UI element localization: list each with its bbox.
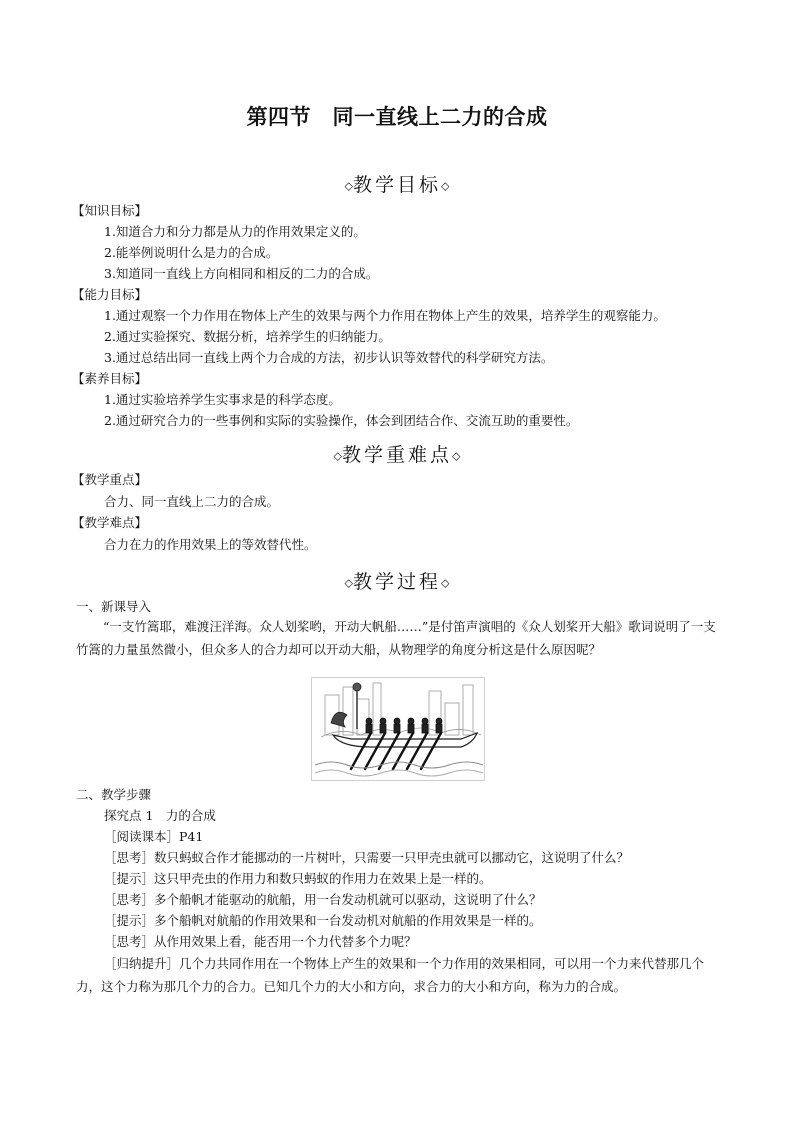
knowledge-goal-item: 1.知道合力和分力都是从力的作用效果定义的。 [104,224,366,239]
step-line: ［提示］多个船帆对航船的作用效果和一台发动机对航船的作用效果是一样的。 [104,913,542,928]
ability-goal-item: 3.通过总结出同一直线上两个力合成的方法，初步认识等效替代的科学研究方法。 [104,350,554,365]
explore-point-title: 探究点 1 力的合成 [104,808,216,823]
literacy-goals-header: 【素养目标】 [72,371,148,386]
literacy-goal-item: 1.通过实验培养学生实事求是的科学态度。 [104,392,341,407]
section-heading-goals [0,170,794,197]
intro-paragraph: “一支竹篙耶，难渡汪洋海。众人划桨哟，开动大帆船……”是付笛声演唱的《众人划桨开大船》歌词说明了一支竹篙的力量虽然微小，但众多人的合力却可以开动大船，从物理学的角度分析这是什么原因呢？ [76,619,716,657]
section-heading-key-points [0,440,794,467]
diamond-icon: ◇ [452,449,461,463]
diamond-icon: ◇ [333,449,342,463]
step-line: ［思考］多个船帆才能驱动的航船，用一台发动机就可以驱动，这说明了什么？ [104,892,542,907]
ability-goal-item: 1.通过观察一个力作用在物体上产生的效果与两个力作用在物体上产生的效果，培养学生的观察能力。 [104,308,666,323]
summary-paragraph: ［归纳提升］几个力共同作用在一个物体上产生的效果和一个力作用的效果相同，可以用一个力来代替那几个力，这个力称为那几个力的合力。已知几个力的大小和方向，求合力的大小和方向，称为力的合成。 [76,956,705,994]
literacy-goal-item: 2.通过研究合力的一些事例和实际的实验操作，体会到团结合作、交流互助的重要性。 [104,413,579,428]
knowledge-goal-item: 3.知道同一直线上方向相同和相反的二力的合成。 [104,266,379,281]
page-title: 第四节 同一直线上二力的合成 [246,105,548,129]
diamond-icon: ◇ [344,179,353,193]
step-line: ［阅读课本］P41 [104,829,204,844]
section-heading-key-points-text: 教学重难点 [341,444,452,466]
knowledge-goals-header: 【知识目标】 [72,203,148,218]
step-line: ［思考］从作用效果上看，能否用一个力代替多个力呢？ [104,934,417,949]
step-line: ［思考］数只蚂蚁合作才能挪动的一片树叶，只需要一只甲壳虫就可以挪动它，这说明了什么？ [104,850,630,865]
dragon-boat-illustration [311,677,485,781]
diamond-icon: ◇ [344,576,353,590]
difficulty-text: 合力在力的作用效果上的等效替代性。 [104,537,317,552]
difficulty-header: 【教学难点】 [72,515,148,530]
section-heading-process-text: 教学过程 [352,571,441,593]
focus-text: 合力、同一直线上二力的合成。 [104,494,280,509]
steps-header: 二、教学步骤 [76,787,152,802]
diamond-icon: ◇ [441,179,450,193]
ability-goal-item: 2.通过实验探究、数据分析，培养学生的归纳能力。 [104,329,391,344]
ability-goals-header: 【能力目标】 [72,287,148,302]
knowledge-goal-item: 2.能举例说明什么是力的合成。 [104,245,279,260]
diamond-icon: ◇ [441,576,450,590]
step-line: ［提示］这只甲壳虫的作用力和数只蚂蚁的作用力在效果上是一样的。 [104,871,492,886]
section-heading-process [0,567,794,594]
focus-header: 【教学重点】 [72,472,148,487]
intro-header: 一、新课导入 [76,599,152,614]
section-heading-goals-text: 教学目标 [352,174,441,196]
